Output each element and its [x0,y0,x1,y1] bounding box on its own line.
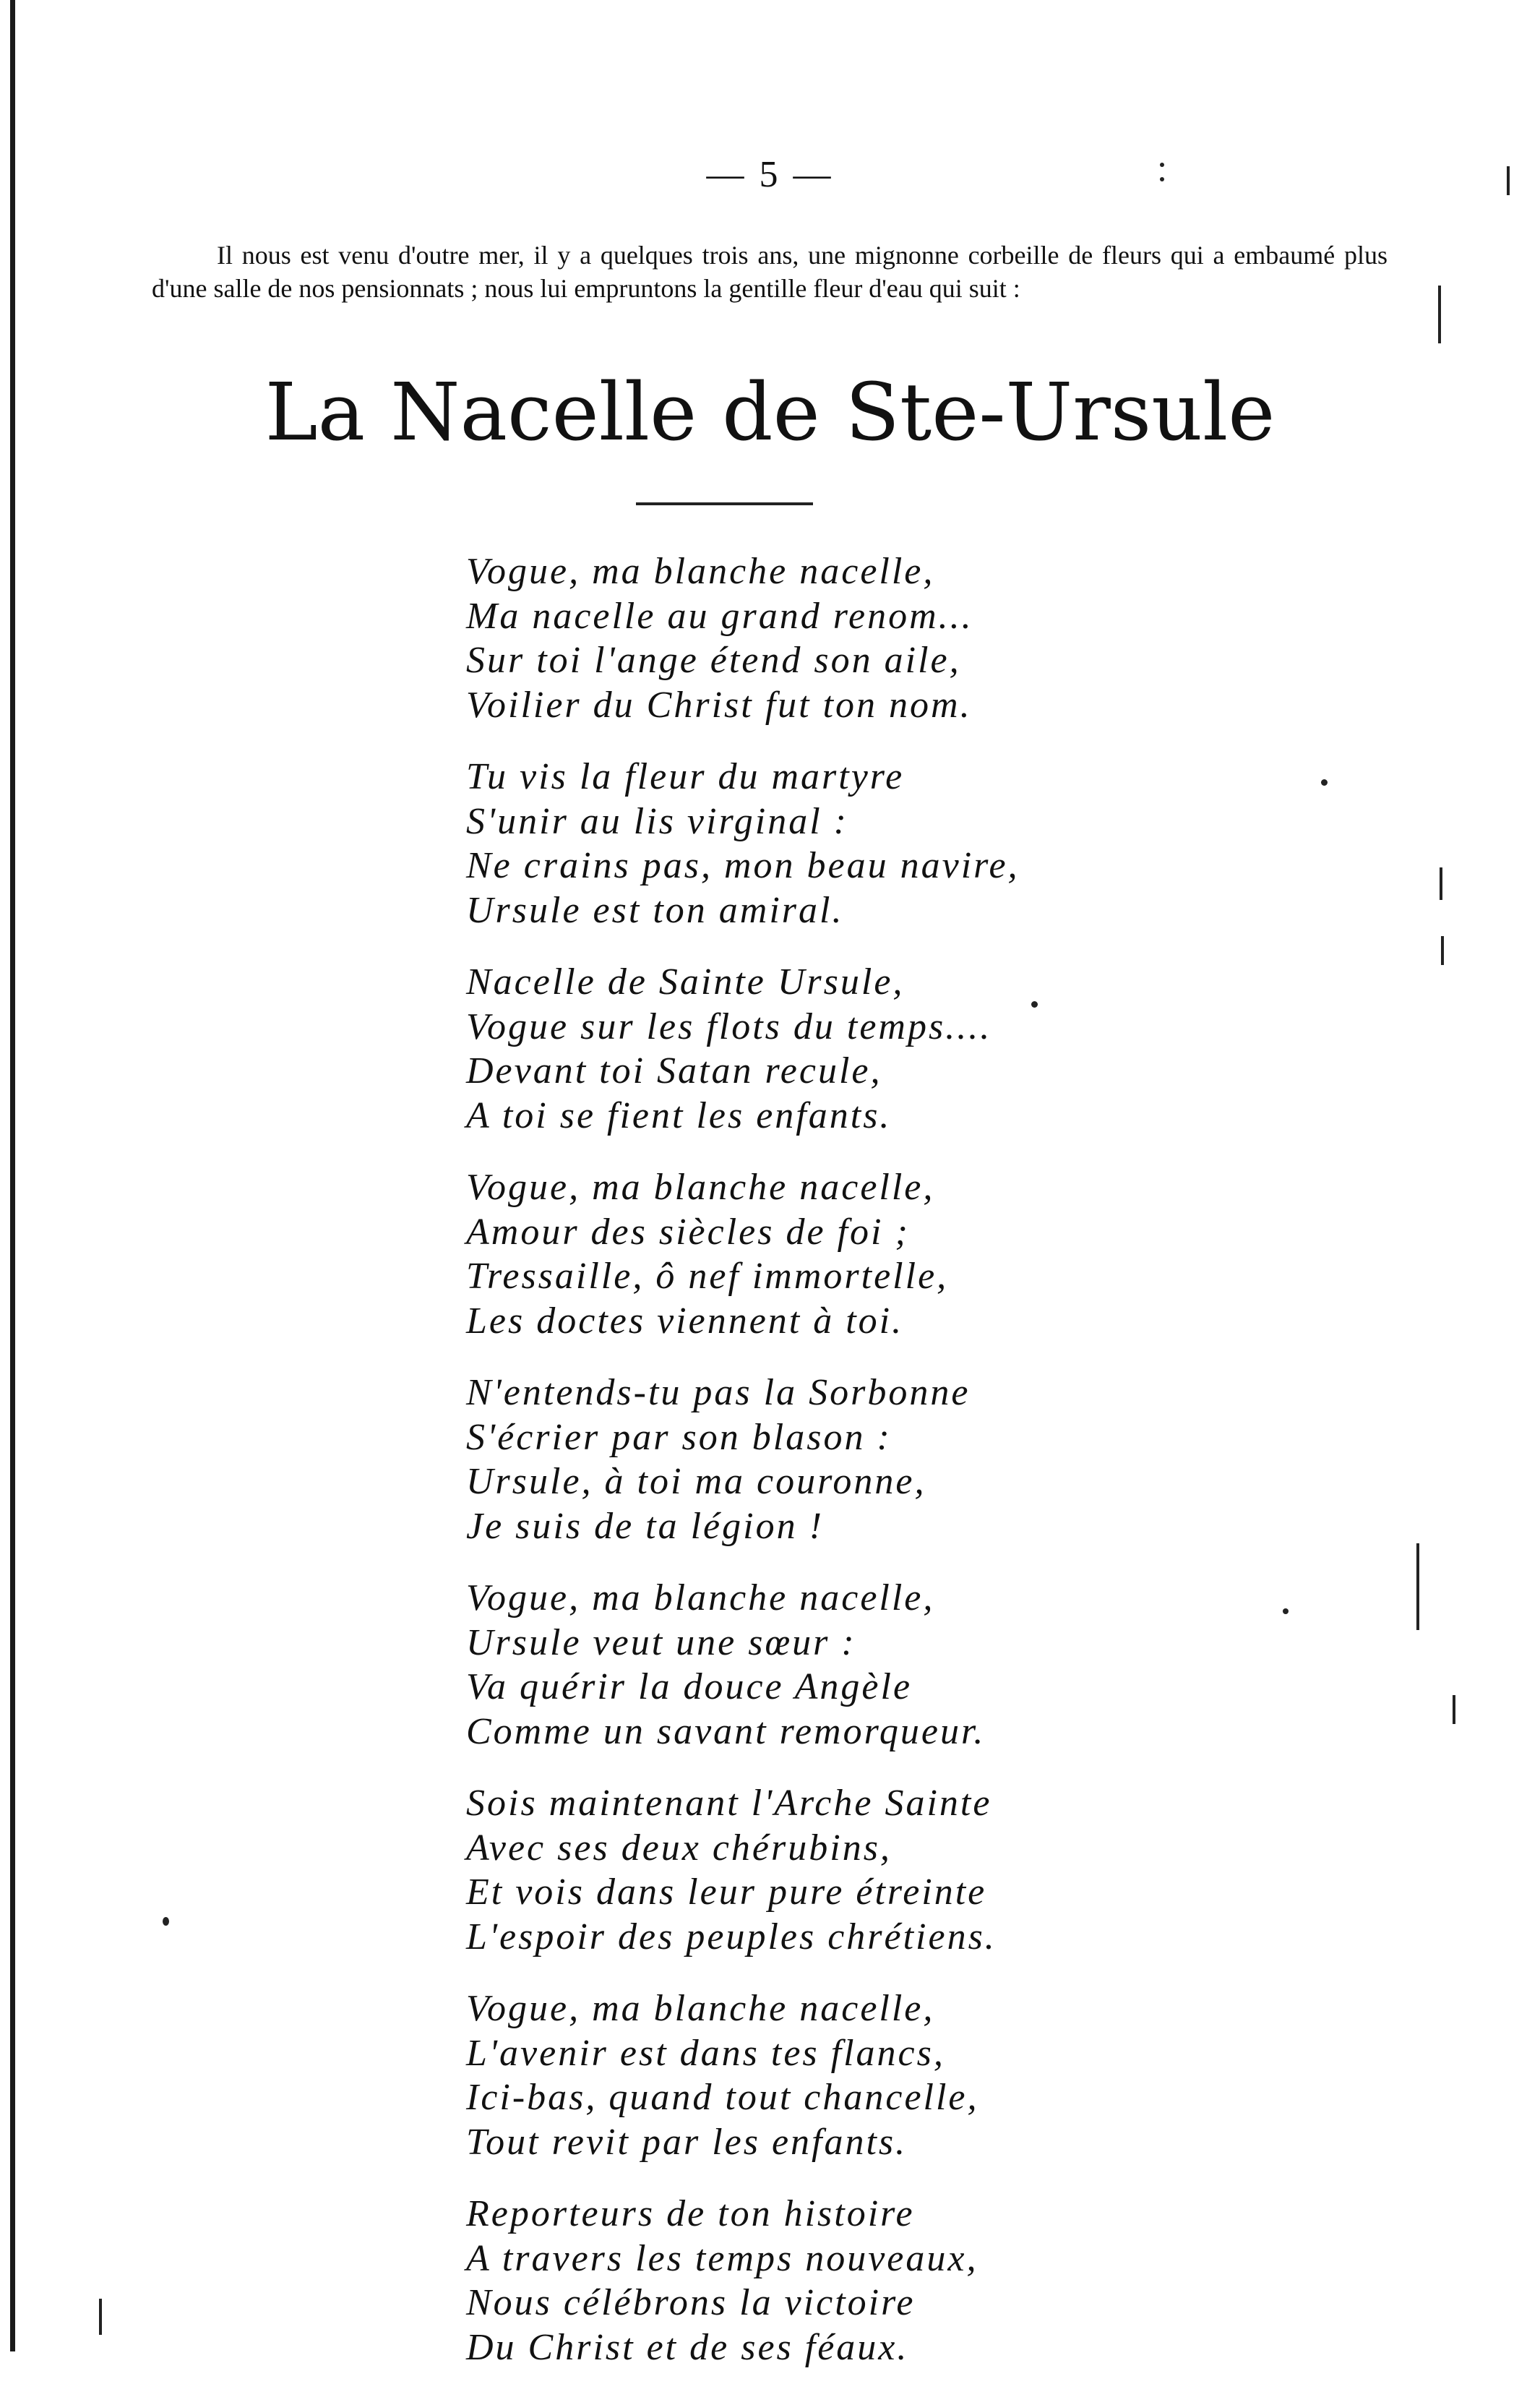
poem-line: Et vois dans leur pure étreinte [466,1871,987,1913]
poem-stanza [466,960,1117,1138]
scan-speck [1160,163,1164,167]
poem-line: Vogue, ma blanche nacelle, [466,1988,935,2029]
poem-stanza [466,1371,1117,1548]
poem-line: Tu vis la fleur du martyre [466,756,905,797]
poem-line: Vogue, ma blanche nacelle, [466,551,935,592]
poem-line: Sois maintenant l'Arche Sainte [466,1783,992,1824]
poem-line: Avec ses deux chérubins, [466,1827,892,1869]
poem-line: A travers les temps nouveaux, [466,2237,978,2279]
poem-line: A toi se fient les enfants. [466,1094,892,1136]
intro-paragraph [152,239,1388,305]
poem-line: Vogue, ma blanche nacelle, [466,1167,935,1208]
scan-speck [163,1917,169,1926]
poem-line: Devant toi Satan recule, [466,1050,882,1092]
poem-line: Voilier du Christ fut ton nom. [466,684,972,726]
poem-line: Va quérir la douce Angèle [466,1666,913,1707]
title-divider [636,502,813,505]
poem-line: Reporteurs de ton histoire [466,2193,915,2234]
poem-line: Vogue sur les flots du temps.... [466,1005,992,1047]
scan-mark [99,2299,102,2335]
poem-stanza [466,549,1117,727]
poem-stanza [466,1576,1117,1754]
poem-line: Tout revit par les enfants. [466,2121,908,2163]
poem-line: Du Christ et de ses féaux. [466,2326,909,2368]
scan-mark [1438,286,1441,343]
poem-line: S'écrier par son blason : [466,1416,892,1458]
scan-speck [1283,1608,1289,1614]
poem-line: Vogue, ma blanche nacelle, [466,1577,935,1618]
scan-mark [1507,166,1510,195]
poem-stanza [466,1781,1117,1959]
poem-line: Les doctes viennent à toi. [466,1300,904,1342]
poem-line: N'entends-tu pas la Sorbonne [466,1372,971,1413]
poem-line: S'unir au lis virginal : [466,800,848,842]
page-edge-scan-border [10,0,15,2351]
scan-speck [1160,177,1164,181]
poem-line: Ici-bas, quand tout chancelle, [466,2077,979,2118]
poem-stanza [466,755,1117,932]
poem-stanza [466,1165,1117,1343]
poem-line: Nacelle de Sainte Ursule, [466,961,905,1003]
scan-mark [1416,1543,1419,1630]
intro-text: Il nous est venu d'outre mer, il y a quelques trois ans, une mignonne corbeille de fleurs qui a embaumé plus d'une salle de nos pensionnats ; nous lui empruntons la gentille fleur d'eau qui suit : [152,241,1388,303]
page-number: — 5 — [706,154,834,195]
scan-speck [1321,779,1328,786]
scan-mark [1440,867,1442,900]
poem-line: Nous célébrons la victoire [466,2282,916,2323]
poem-line: L'espoir des peuples chrétiens. [466,1916,997,1958]
poem-line: Ma nacelle au grand renom... [466,595,973,637]
poem-line: Amour des siècles de foi ; [466,1211,910,1253]
poem-line: Ne crains pas, mon beau navire, [466,845,1020,886]
scan-speck [1031,1001,1038,1008]
poem-title: La Nacelle de Ste-Ursule [264,366,1276,458]
poem-line: Tressaille, ô nef immortelle, [466,1256,949,1297]
scan-mark [1453,1695,1455,1724]
poem-line: Je suis de ta légion ! [466,1505,824,1547]
poem-line: Sur toi l'ange étend son aile, [466,640,961,681]
poem-body [466,549,1117,2397]
poem-line: Comme un savant remorqueur. [466,1710,986,1752]
poem-stanza [466,1986,1117,2164]
poem-stanza [466,2192,1117,2370]
poem-line: Ursule, à toi ma couronne, [466,1461,926,1502]
poem-line: Ursule veut une sœur : [466,1621,856,1663]
poem-line: Ursule est ton amiral. [466,889,844,931]
poem-line: L'avenir est dans tes flancs, [466,2032,945,2074]
scan-mark [1441,936,1444,965]
